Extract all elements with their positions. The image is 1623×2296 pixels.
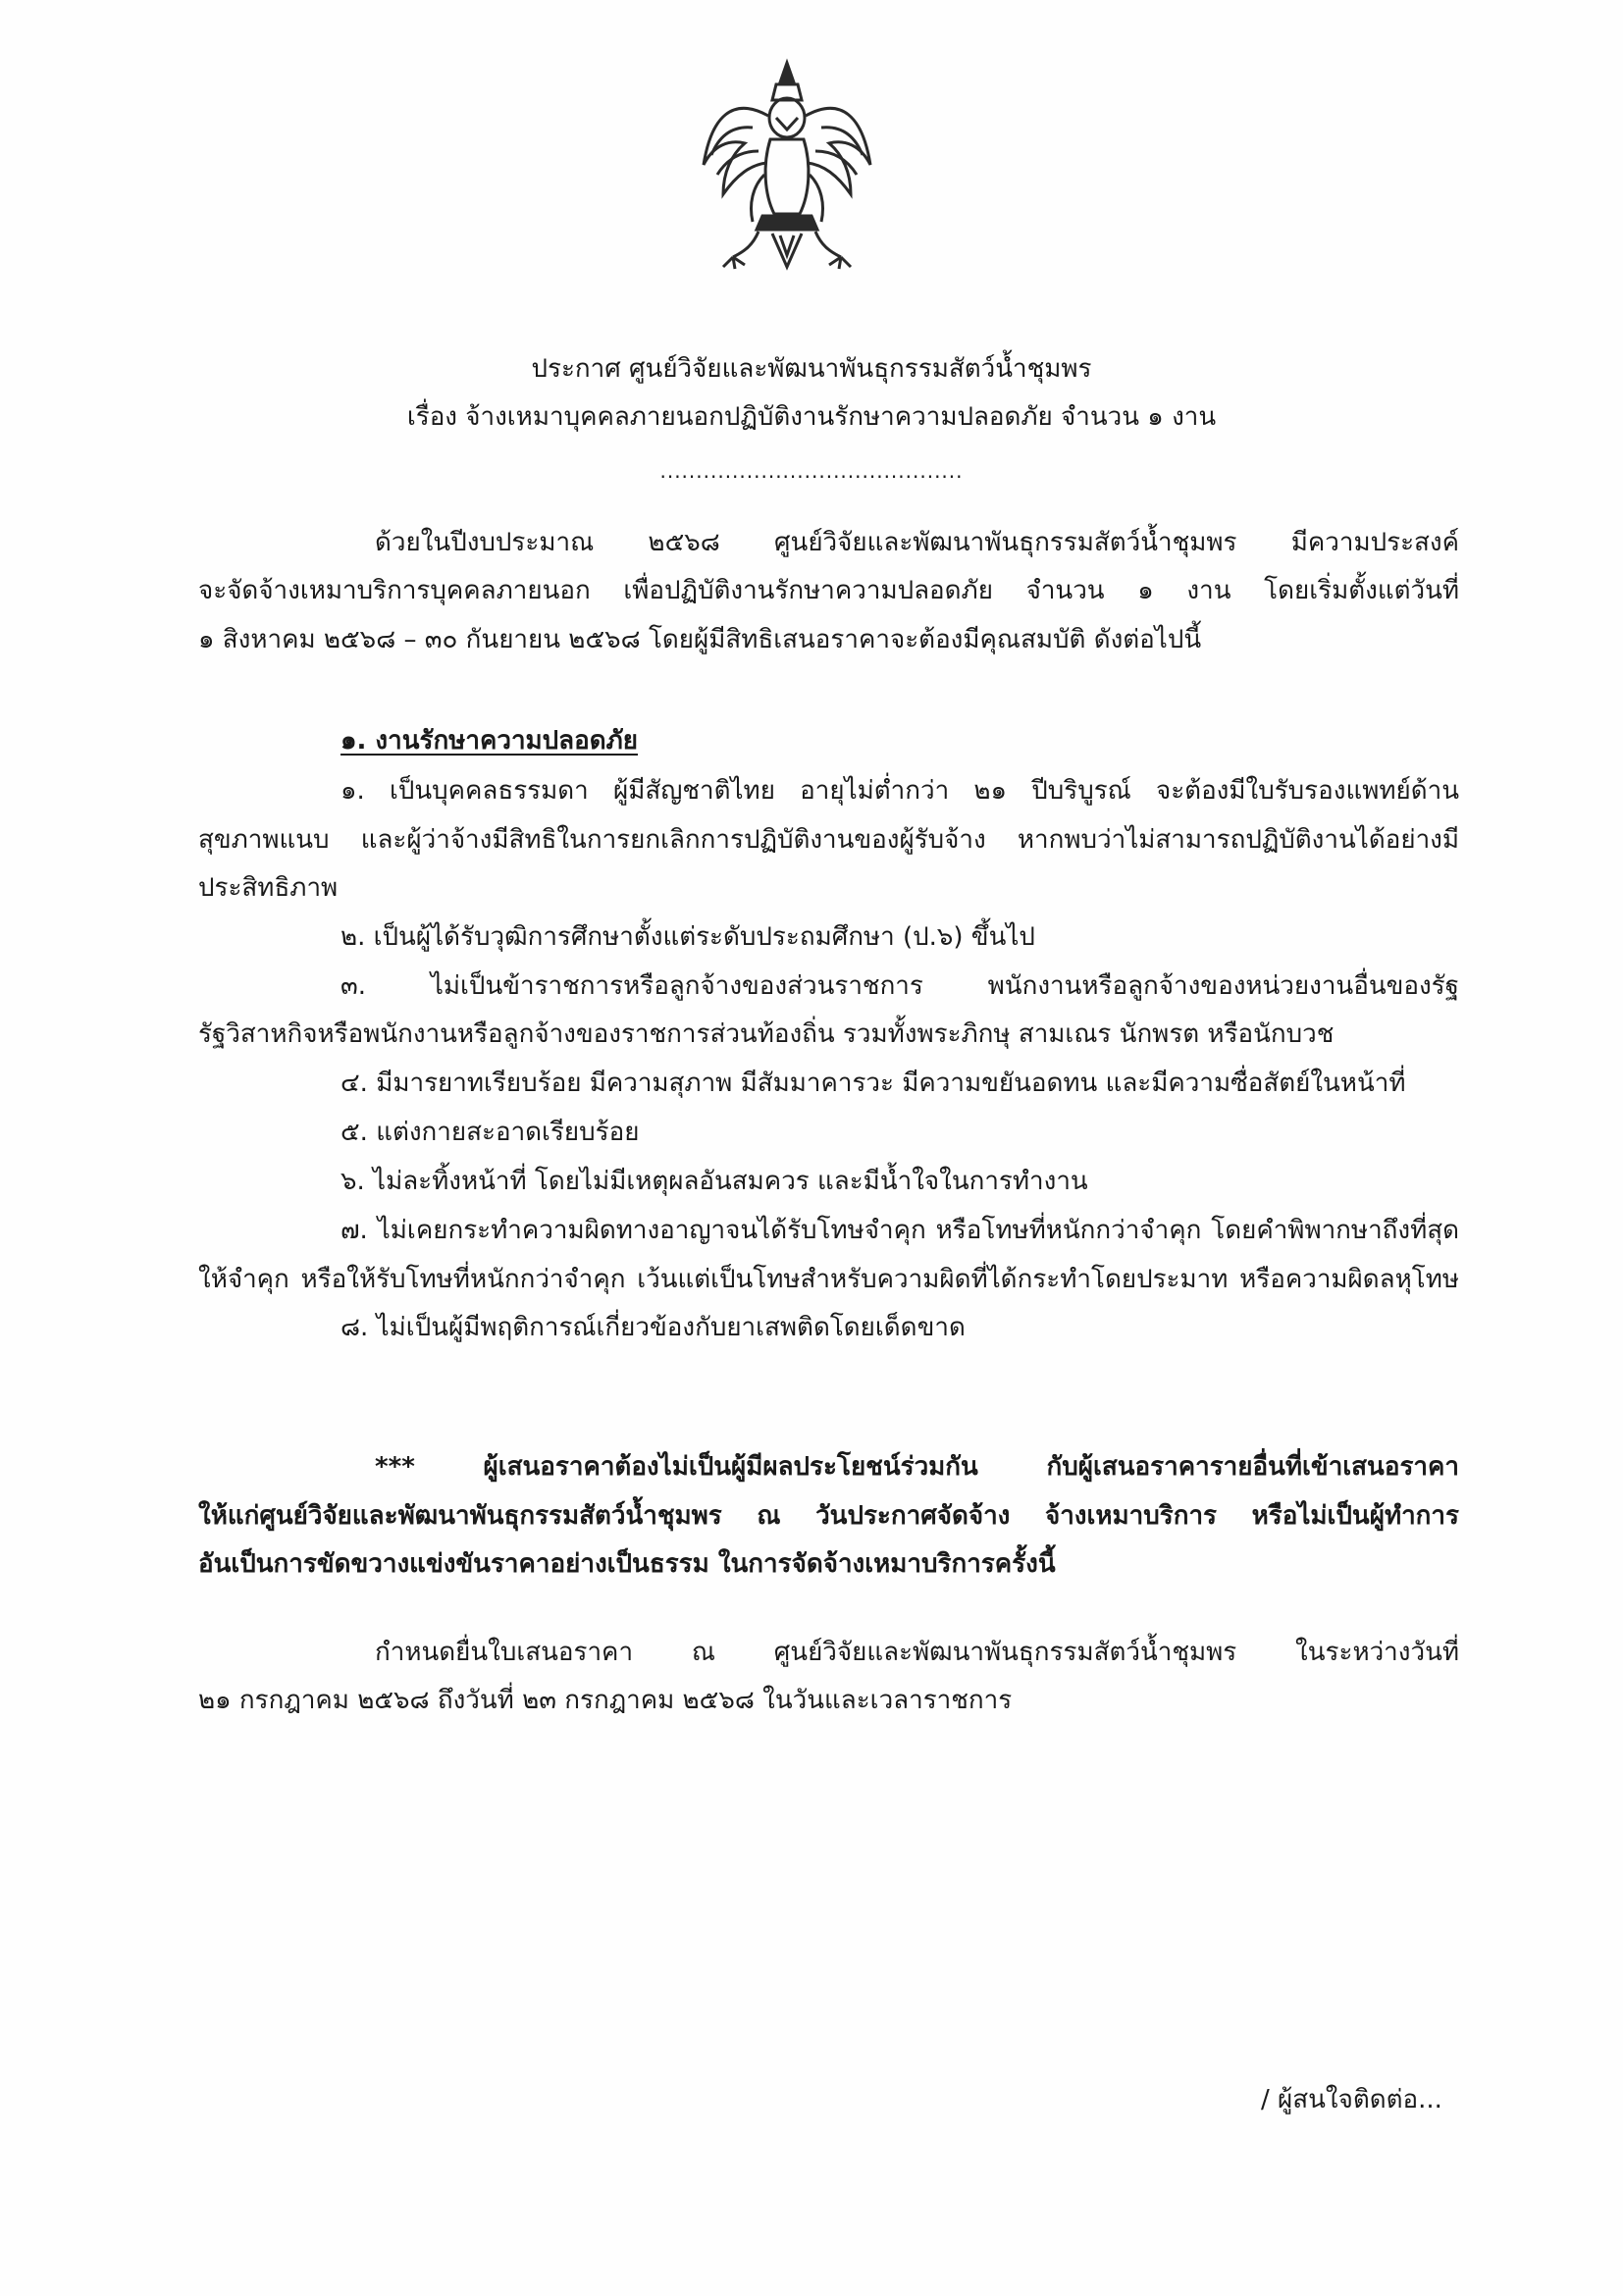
requirement-item: ๑. เป็นบุคคลธรรมดา ผู้มีสัญชาติไทย อายุไม่ต่ำกว่า ๒๑ ปีบริบูรณ์ จะต้องมีใบรับรองแพทย์ด้าน [340,776,1459,806]
requirement-item: ๖. ไม่ละทิ้งหน้าที่ โดยไม่มีเหตุผลอันสมควร และมีน้ำใจในการทำงาน [340,1167,1088,1196]
announcement-title: ประกาศ ศูนย์วิจัยและพัฒนาพันธุกรรมสัตว์น้ำชุมพร [531,354,1092,384]
requirement-item: ประสิทธิภาพ [198,873,339,903]
garuda-emblem-icon [694,57,880,275]
requirement-item: ๒. เป็นผู้ได้รับวุฒิการศึกษาตั้งแต่ระดับประถมศึกษา (ป.๖) ขึ้นไป [340,922,1035,952]
requirement-item: ๓. ไม่เป็นข้าราชการหรือลูกจ้างของส่วนราชการ พนักงานหรือลูกจ้างของหน่วยงานอื่นของรัฐ [340,971,1459,1001]
intro-line: ด้วยในปีงบประมาณ ๒๕๖๘ ศูนย์วิจัยและพัฒนาพันธุกรรมสัตว์น้ำชุมพร มีความประสงค์ [375,528,1459,557]
requirement-item: ๔. มีมารยาทเรียบร้อย มีความสุภาพ มีสัมมาคารวะ มีความขยันอดทน และมีความซื่อสัตย์ในหน้าที่ [340,1069,1406,1098]
requirement-item: ๘. ไม่เป็นผู้มีพฤติการณ์เกี่ยวข้องกับยาเสพติดโดยเด็ดขาด [340,1313,966,1342]
requirement-item: ๕. แต่งกายสะอาดเรียบร้อย [340,1118,640,1147]
intro-line: จะจัดจ้างเหมาบริการบุคคลภายนอก เพื่อปฏิบัติงานรักษาความปลอดภัย จำนวน ๑ งาน โดยเริ่มตั้งแต่วันที่ [198,576,1459,605]
requirement-item: ๗. ไม่เคยกระทำความผิดทางอาญาจนได้รับโทษจำคุก หรือโทษที่หนักกว่าจำคุก โดยคำพิพากษาถึงที่สุด [340,1216,1459,1245]
requirement-item: รัฐวิสาหกิจหรือพนักงานหรือลูกจ้างของราชการส่วนท้องถิ่น รวมทั้งพระภิกษุ สามเณร นักพรต หรือนักบวช [198,1019,1335,1049]
notice-line: อันเป็นการขัดขวางแข่งขันราคาอย่างเป็นธรรม ในการจัดจ้างเหมาบริการครั้งนี้ [198,1549,1056,1579]
continuation-note: / ผู้สนใจติดต่อ... [1261,2085,1442,2114]
announcement-subject: เรื่อง จ้างเหมาบุคคลภายนอกปฏิบัติงานรักษาความปลอดภัย จำนวน ๑ งาน [406,402,1217,432]
title-separator: .......................................... [659,459,964,483]
requirement-item: ให้จำคุก หรือให้รับโทษที่หนักกว่าจำคุก เว้นแต่เป็นโทษสำหรับความผิดที่ได้กระทำโดยประมาท หรือความผิดลหุโทษ [198,1265,1459,1294]
notice-line: ให้แก่ศูนย์วิจัยและพัฒนาพันธุกรรมสัตว์น้ำชุมพร ณ วันประกาศจัดจ้าง จ้างเหมาบริการ หรือไม่เป็นผู้ทำการ [198,1501,1459,1531]
deadline-line: ๒๑ กรกฎาคม ๒๕๖๘ ถึงวันที่ ๒๓ กรกฎาคม ๒๕๖๘ ในวันและเวลาราชการ [198,1686,1013,1715]
requirement-item: สุขภาพแนบ และผู้ว่าจ้างมีสิทธิในการยกเลิกการปฏิบัติงานของผู้รับจ้าง หากพบว่าไม่สามารถปฏิบัติงานได้อย่างมี [198,825,1459,855]
section-heading: ๑. งานรักษาความปลอดภัย [340,726,638,756]
intro-line: ๑ สิงหาคม ๒๕๖๘ – ๓๐ กันยายน ๒๕๖๘ โดยผู้มีสิทธิเสนอราคาจะต้องมีคุณสมบัติ ดังต่อไปนี้ [198,625,1202,654]
deadline-line: กำหนดยื่นใบเสนอราคา ณ ศูนย์วิจัยและพัฒนาพันธุกรรมสัตว์น้ำชุมพร ในระหว่างวันที่ [375,1638,1459,1667]
notice-line: *** ผู้เสนอราคาต้องไม่เป็นผู้มีผลประโยชน์ร่วมกัน กับผู้เสนอราคารายอื่นที่เข้าเสนอราคา [375,1452,1459,1482]
